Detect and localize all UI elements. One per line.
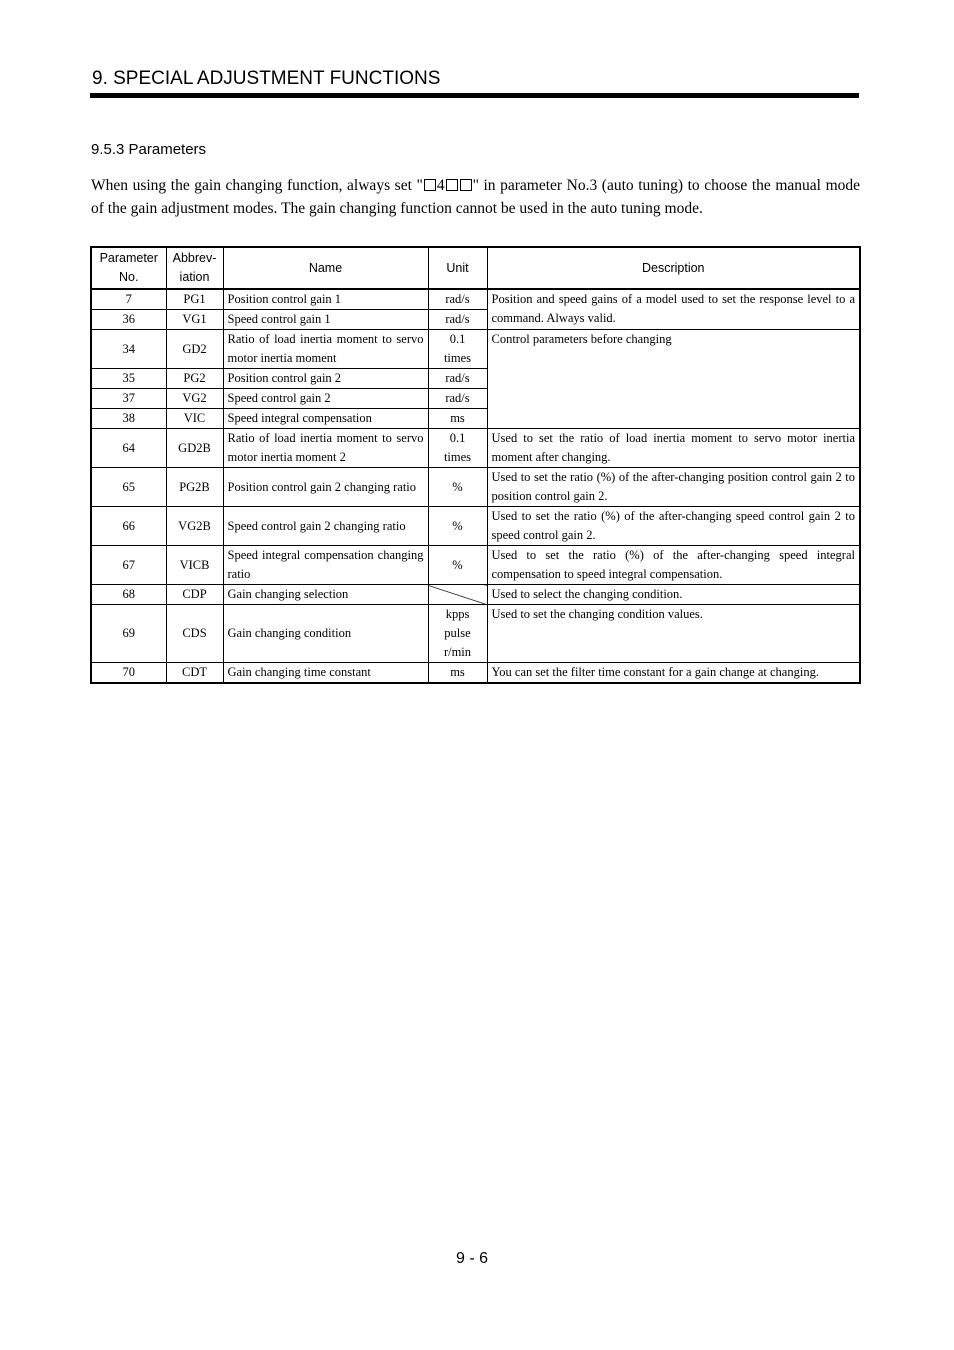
param-unit: 0.1 times [428, 429, 487, 468]
intro-text-part2: 4 [436, 177, 445, 194]
param-name: Gain changing selection [223, 585, 428, 605]
table-row [91, 546, 860, 585]
table-row [91, 585, 860, 605]
param-name: Speed integral compensation changing ratio [223, 546, 428, 585]
param-abbr: PG1 [166, 289, 223, 310]
param-name: Ratio of load inertia moment to servo motor inertia moment [223, 330, 428, 369]
intro-text-part3: " in parameter No.3 (auto tuning) to choose the manual mode of the gain adjustment modes. The gain changing function cannot be used in the auto tuning mode. [91, 177, 860, 217]
param-name: Speed integral compensation [223, 409, 428, 429]
param-unit: rad/s [428, 289, 487, 310]
parameters-table [90, 246, 861, 684]
param-unit: % [428, 507, 487, 546]
placeholder-box-icon [424, 179, 436, 191]
intro-paragraph [91, 175, 860, 220]
header-abbreviation: Abbrev- iation [166, 247, 223, 289]
param-desc: You can set the filter time constant for a gain change at changing. [487, 663, 860, 684]
param-unit-not-applicable [428, 585, 487, 605]
param-name: Position control gain 1 [223, 289, 428, 310]
placeholder-box-icon [460, 179, 472, 191]
page-number: 9 - 6 [456, 1250, 489, 1267]
param-unit: ms [428, 663, 487, 684]
param-no: 37 [91, 389, 166, 409]
table-row [91, 330, 860, 369]
param-abbr: GD2 [166, 330, 223, 369]
header-name: Name [223, 247, 428, 289]
param-unit: % [428, 468, 487, 507]
param-name: Gain changing condition [223, 605, 428, 663]
param-abbr: VG2B [166, 507, 223, 546]
param-desc: Used to set the changing condition values. [487, 605, 860, 663]
param-abbr: VG2 [166, 389, 223, 409]
param-unit: rad/s [428, 389, 487, 409]
section-title: 9.5.3 Parameters [91, 141, 207, 158]
table-row [91, 507, 860, 546]
param-no: 66 [91, 507, 166, 546]
param-no: 69 [91, 605, 166, 663]
param-no: 67 [91, 546, 166, 585]
param-no: 35 [91, 369, 166, 389]
param-unit: 0.1 times [428, 330, 487, 369]
param-name: Gain changing time constant [223, 663, 428, 684]
header-parameter-no: Parameter No. [91, 247, 166, 289]
param-desc: Control parameters before changing [487, 330, 860, 429]
param-no: 38 [91, 409, 166, 429]
header-unit: Unit [428, 247, 487, 289]
param-abbr: CDP [166, 585, 223, 605]
param-name: Ratio of load inertia moment to servo motor inertia moment 2 [223, 429, 428, 468]
param-no: 70 [91, 663, 166, 684]
param-abbr: GD2B [166, 429, 223, 468]
param-abbr: VG1 [166, 310, 223, 330]
table-row [91, 663, 860, 684]
chapter-title: 9. SPECIAL ADJUSTMENT FUNCTIONS [92, 68, 441, 89]
intro-text-part1: When using the gain changing function, always set " [91, 177, 423, 194]
param-desc: Used to select the changing condition. [487, 585, 860, 605]
param-abbr: PG2 [166, 369, 223, 389]
param-desc: Used to set the ratio (%) of the after-changing position control gain 2 to position control gain 2. [487, 468, 860, 507]
param-name: Speed control gain 2 [223, 389, 428, 409]
param-desc: Position and speed gains of a model used to set the response level to a command. Always valid. [487, 289, 860, 330]
param-abbr: VIC [166, 409, 223, 429]
param-name: Position control gain 2 changing ratio [223, 468, 428, 507]
table-row [91, 289, 860, 310]
param-no: 68 [91, 585, 166, 605]
param-name: Speed control gain 2 changing ratio [223, 507, 428, 546]
param-name: Position control gain 2 [223, 369, 428, 389]
param-desc: Used to set the ratio (%) of the after-changing speed control gain 2 to speed control gain 2. [487, 507, 860, 546]
table-row [91, 605, 860, 663]
param-unit: rad/s [428, 310, 487, 330]
param-unit: % [428, 546, 487, 585]
param-no: 7 [91, 289, 166, 310]
placeholder-box-icon [446, 179, 458, 191]
param-abbr: VICB [166, 546, 223, 585]
param-abbr: CDT [166, 663, 223, 684]
param-name: Speed control gain 1 [223, 310, 428, 330]
table-header-row [91, 247, 860, 289]
param-no: 65 [91, 468, 166, 507]
table-row [91, 468, 860, 507]
chapter-divider [90, 93, 859, 98]
param-desc: Used to set the ratio of load inertia moment to servo motor inertia moment after changing. [487, 429, 860, 468]
param-abbr: CDS [166, 605, 223, 663]
header-description: Description [487, 247, 860, 289]
param-unit: kpps pulse r/min [428, 605, 487, 663]
param-no: 64 [91, 429, 166, 468]
param-no: 34 [91, 330, 166, 369]
param-unit: rad/s [428, 369, 487, 389]
table-row [91, 429, 860, 468]
param-desc: Used to set the ratio (%) of the after-changing speed integral compensation to speed integral compensation. [487, 546, 860, 585]
param-abbr: PG2B [166, 468, 223, 507]
param-unit: ms [428, 409, 487, 429]
param-no: 36 [91, 310, 166, 330]
